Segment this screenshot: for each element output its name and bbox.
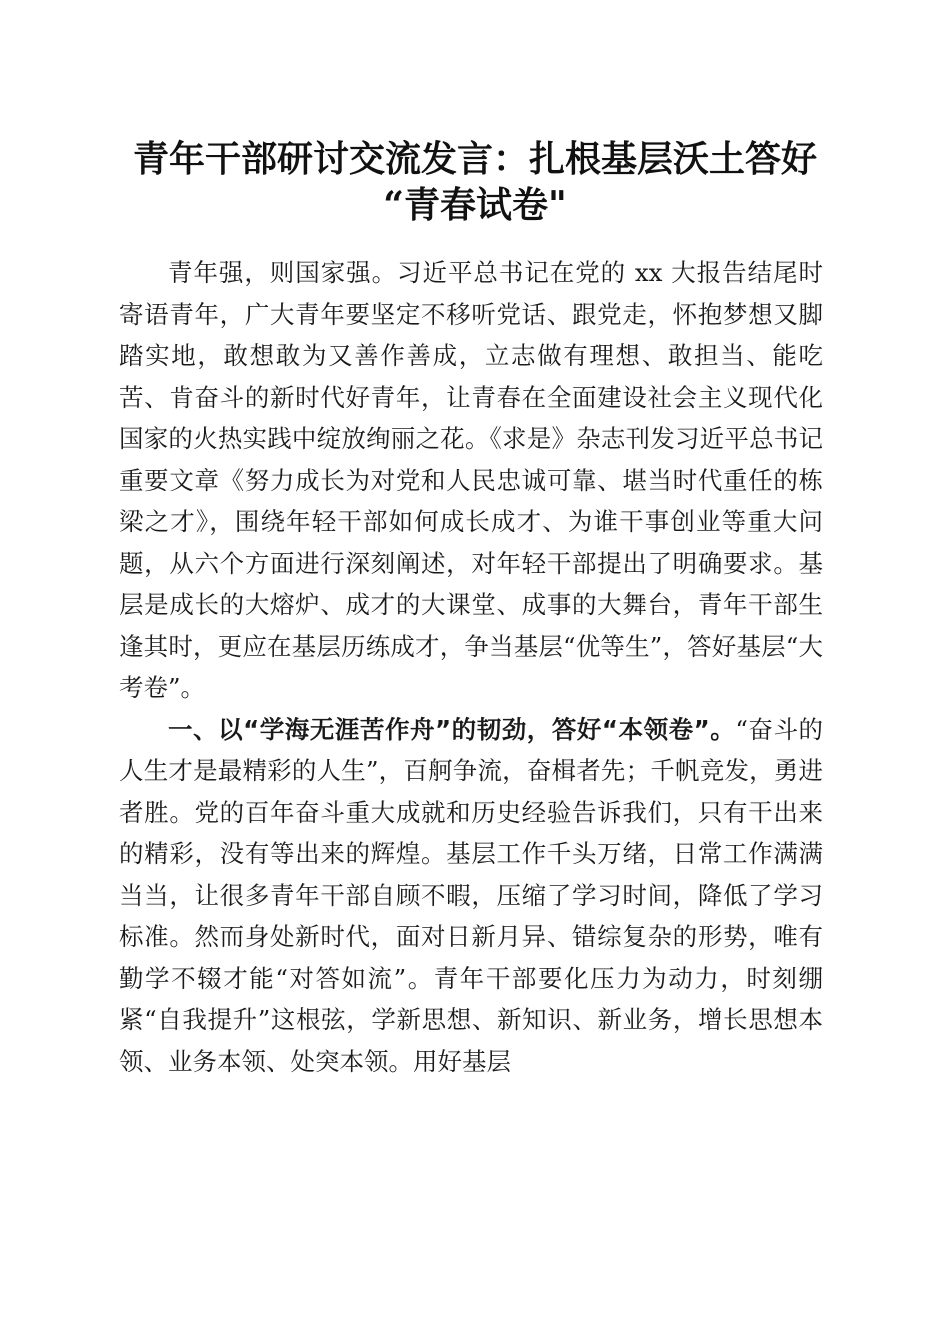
title-line-2: “青春试卷" xyxy=(383,184,567,226)
paragraph-section-1 xyxy=(119,709,823,1083)
section-heading: 一、以“学海无涯苦作舟”的韧劲，答好“本领卷”。 xyxy=(168,714,736,744)
paragraph-intro: 青年强，则国家强。习近平总书记在党的 xx 大报告结尾时寄语青年，广大青年要坚定不移听党话、跟党走，怀抱梦想又脚踏实地，敢想敢为又善作善成，立志做有理想、敢担当、能吃苦、肯奋斗的新时代好青年，让青春在全面建设社会主义现代化国家的火热实践中绽放绚丽之花。《求是》杂志刊发习近平总书记重要文章《努力成长为对党和人民忠诚可靠、堪当时代重任的栋梁之才》，围绕年轻干部如何成长成才、为谁干事创业等重大问题，从六个方面进行深刻阐述，对年轻干部提出了明确要求。基层是成长的大熔炉、成才的大课堂、成事的大舞台，青年干部生逢其时，更应在基层历练成才，争当基层“优等生”，答好基层“大考卷”。 xyxy=(119,258,823,702)
section-body: “奋斗的人生才是最精彩的人生”，百舸争流，奋楫者先；千帆竞发，勇进者胜。党的百年奋斗重大成就和历史经验告诉我们，只有干出来的精彩，没有等出来的辉煌。基层工作千头万绪，日常工作满满当当，让很多青年干部自顾不暇，压缩了学习时间，降低了学习标准。然而身处新时代，面对日新月异、错综复杂的形势，唯有勤学不辍才能“对答如流”。青年干部要化压力为动力，时刻绷紧“自我提升”这根弦，学新思想、新知识、新业务，增长思想本领、业务本领、处突本领。用好基层 xyxy=(119,714,824,1076)
document-body xyxy=(119,252,823,1082)
title-line-1: 青年干部研讨交流发言：扎根基层沃土答好 xyxy=(132,138,817,180)
document-title xyxy=(120,136,830,228)
